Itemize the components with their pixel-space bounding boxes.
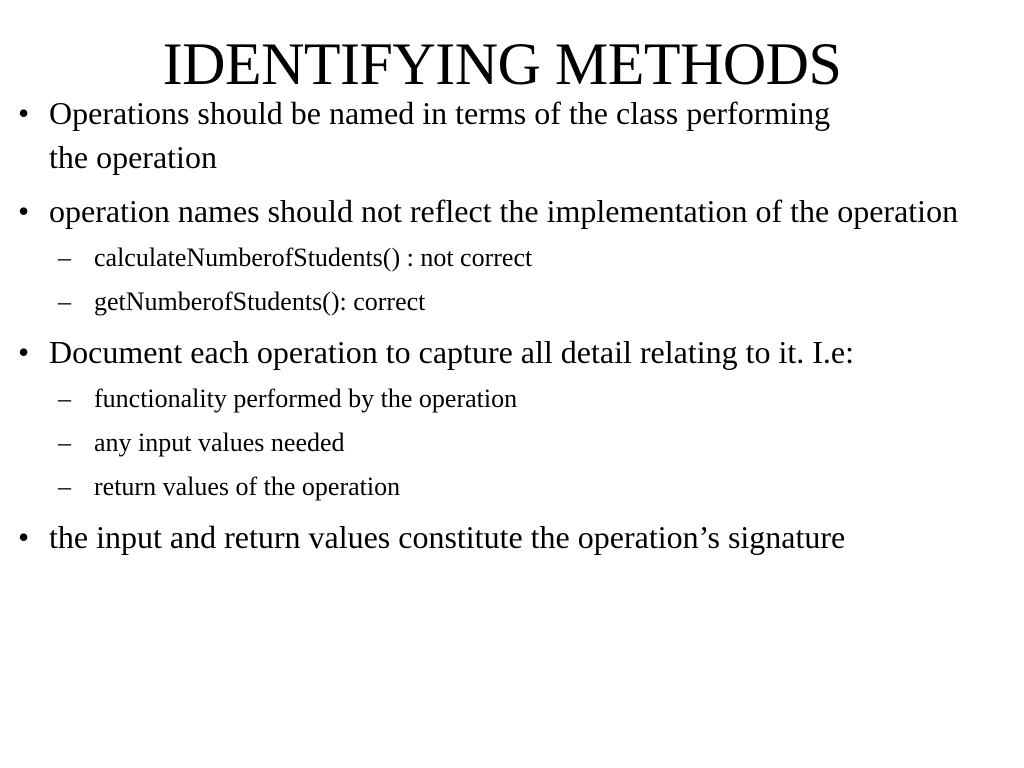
sub-bullet-item — [18, 425, 1008, 461]
bullet-dot-icon: • — [18, 95, 30, 131]
sub-bullet-item — [18, 284, 1008, 320]
bullet-text: Operations should be named in terms of the class performing the operation — [49, 95, 831, 175]
dash-icon: – — [58, 428, 71, 457]
sub-bullet-text: return values of the operation — [94, 472, 401, 501]
bullet-item — [18, 330, 1008, 374]
sub-bullet-item — [18, 240, 1008, 276]
dash-icon: – — [58, 287, 71, 316]
sub-bullet-text: calculateNumberofStudents() : not correct — [94, 243, 533, 272]
bullet-text: the input and return values constitute the operation’s signature — [49, 519, 846, 555]
dash-icon: – — [58, 243, 71, 272]
bullet-dot-icon: • — [18, 193, 30, 229]
bullet-text: operation names should not reflect the implementation of the operation — [49, 193, 959, 229]
bullet-item — [18, 515, 1008, 559]
sub-bullet-text: getNumberofStudents(): correct — [94, 287, 426, 316]
sub-bullet-text: any input values needed — [94, 428, 345, 457]
dash-icon: – — [58, 472, 71, 501]
slide-title: IDENTIFYING METHODS — [162, 31, 842, 97]
sub-bullet-item — [18, 469, 1008, 505]
bullet-dot-icon: • — [18, 334, 30, 370]
sub-bullet-text: functionality performed by the operation — [94, 384, 518, 413]
bullet-item — [18, 189, 1008, 233]
bullet-item — [18, 91, 1008, 179]
slide-body — [18, 91, 1008, 566]
bullet-text: Document each operation to capture all detail relating to it. I.e: — [49, 334, 855, 370]
dash-icon: – — [58, 384, 71, 413]
sub-bullet-item — [18, 381, 1008, 417]
bullet-dot-icon: • — [18, 519, 30, 555]
